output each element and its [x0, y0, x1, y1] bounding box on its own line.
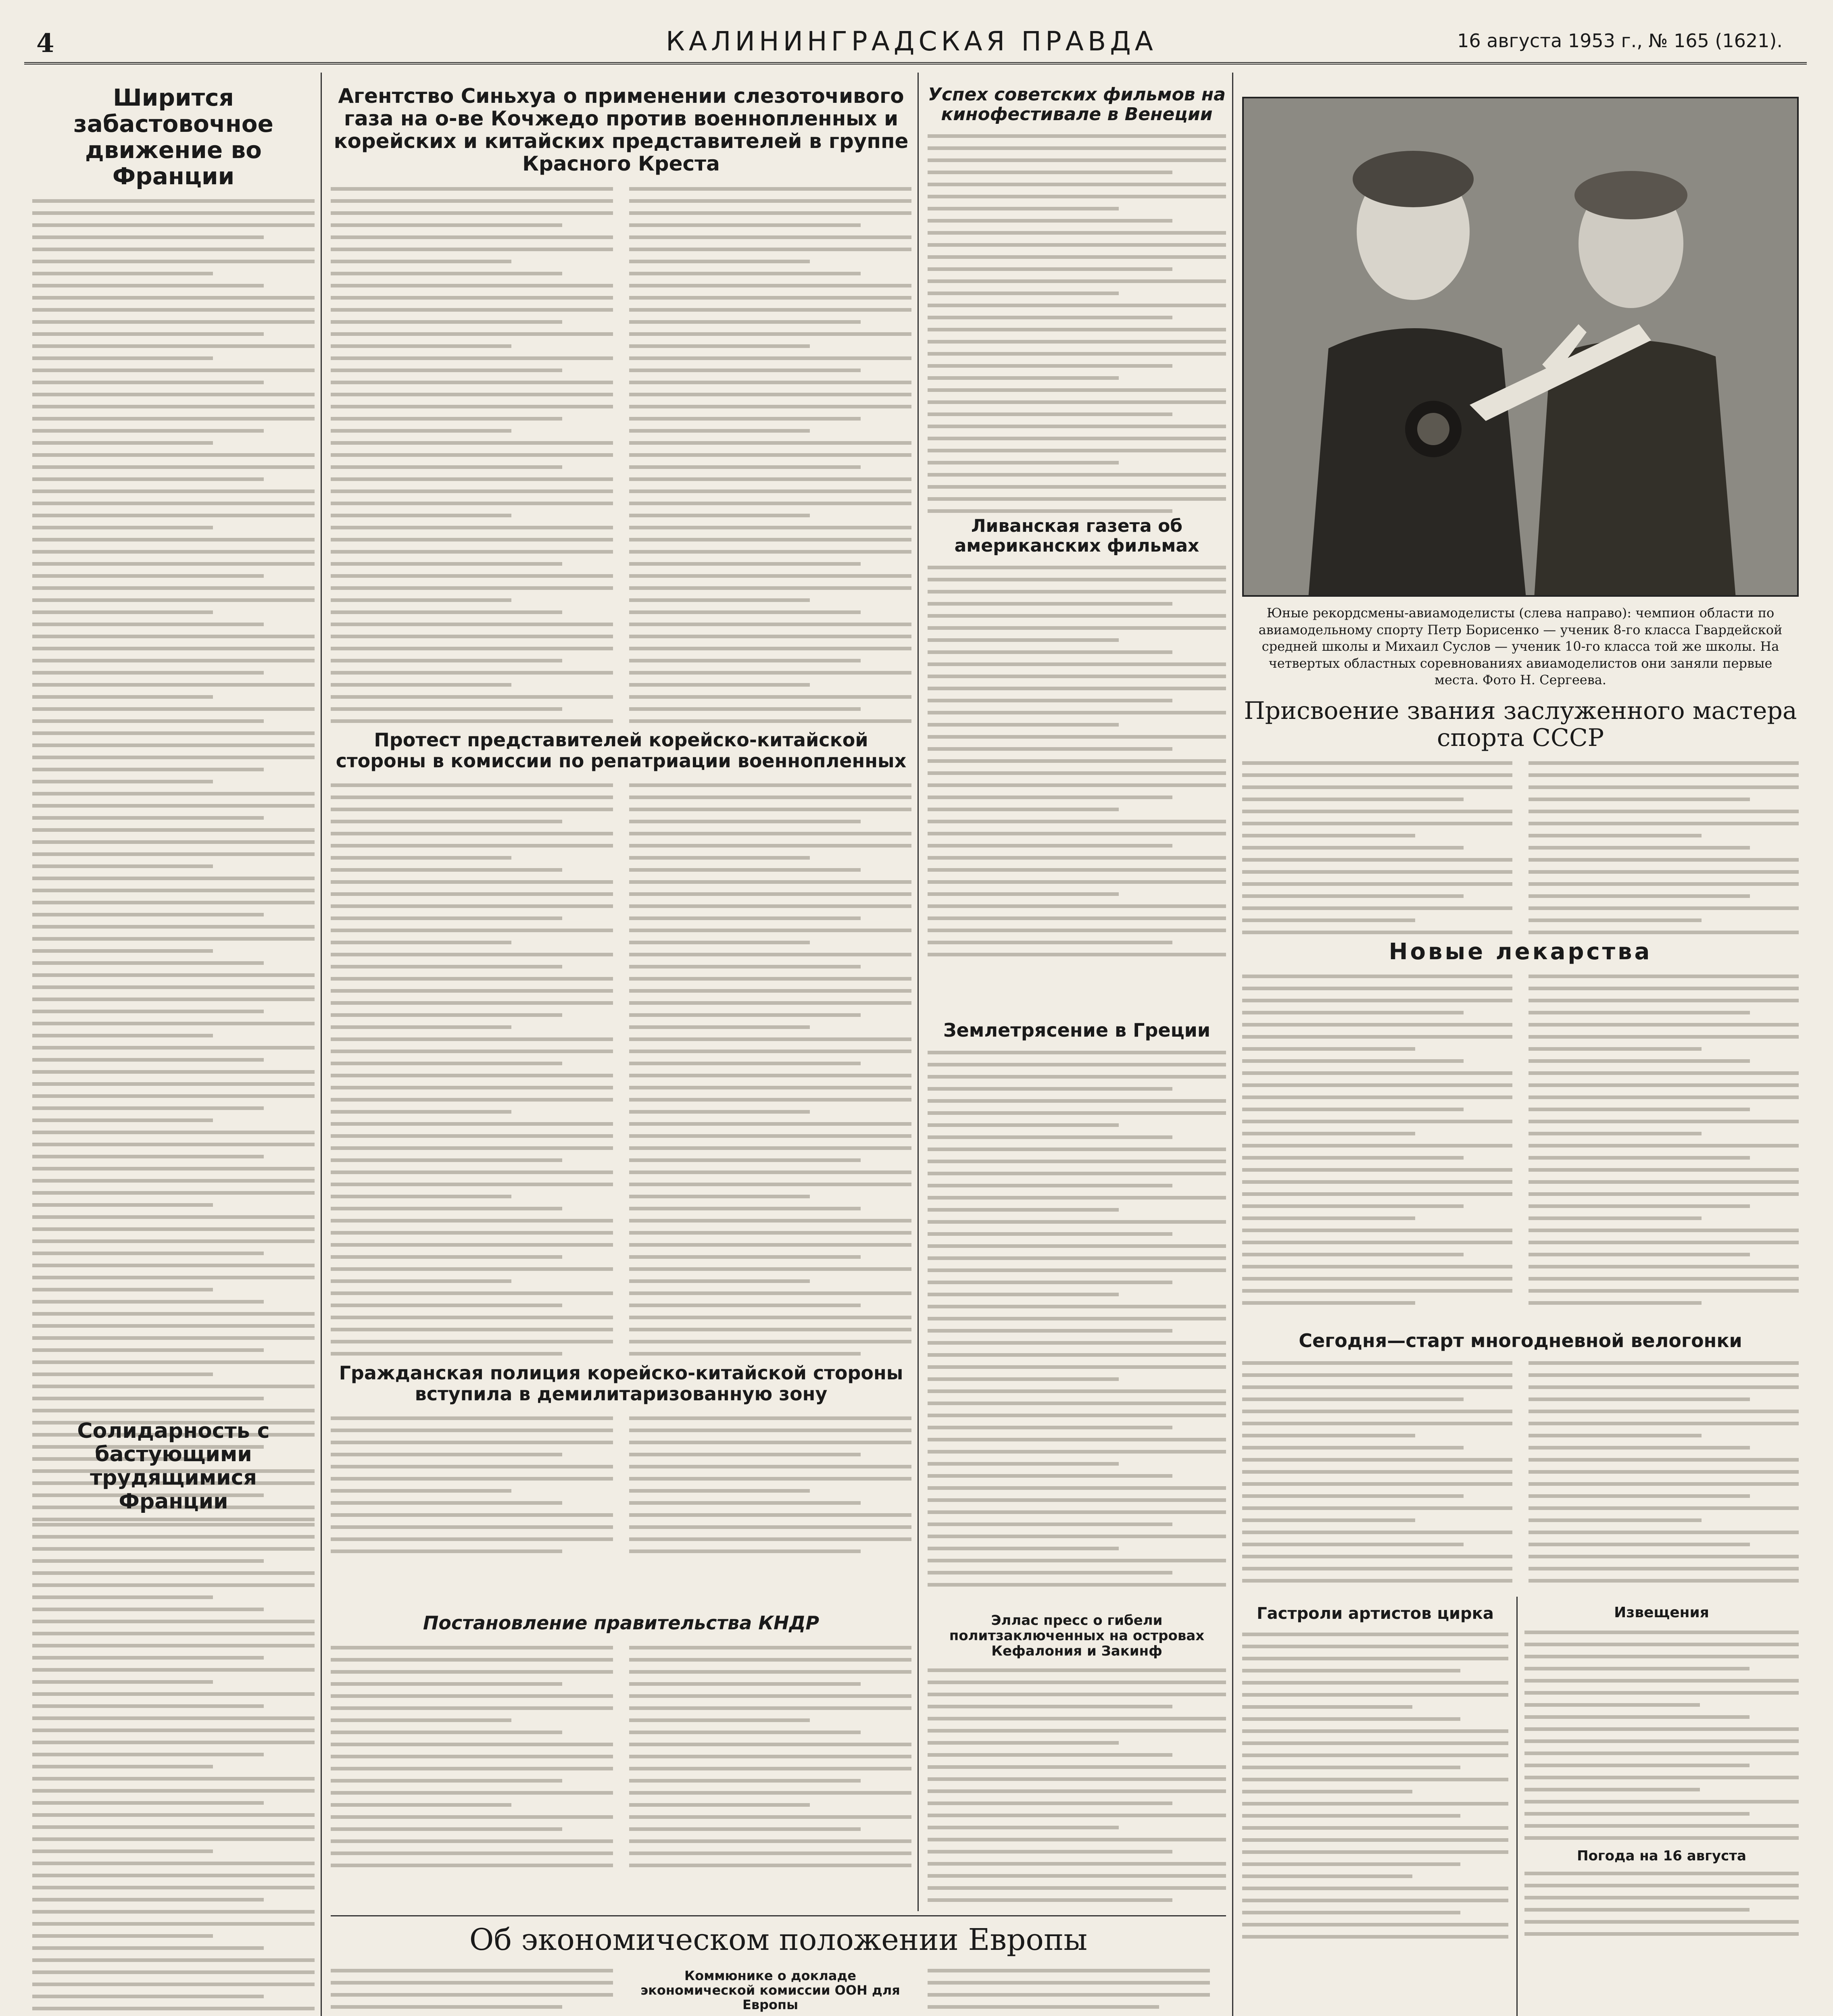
article-cycling — [1242, 1331, 1799, 1591]
headline: Извещения — [1614, 1604, 1709, 1621]
photo-caption — [1246, 605, 1795, 689]
headline: Присвоение звания заслуженного мастера спорта СССР — [1244, 697, 1797, 752]
headline: Солидарность с бастующими трудящимися Франции — [77, 1419, 270, 1514]
column-rule — [321, 73, 322, 2016]
article-greece-earthquake — [928, 1020, 1226, 1595]
photo-image — [1244, 98, 1799, 597]
column-rule — [918, 73, 919, 1911]
article-europe-economy — [331, 1923, 1226, 2016]
article-circus-tour — [1242, 1605, 1508, 1947]
subheadline: Коммюнике о докладе экономической комиссии ООН для Европы — [640, 1968, 900, 2012]
headline: Гастроли артистов цирка — [1257, 1604, 1494, 1623]
headline: Ливанская газета об американских фильмах — [954, 516, 1199, 556]
headline: Эллас пресс о гибели политзаключенных на островах Кефалония и Закинф — [949, 1612, 1205, 1660]
caption-text: Юные рекордсмены-авиамоделисты (слева направо): чемпион области по авиамодельному спорту Петр Борисенко — ученик 8-го класса Гвардейской средней школы и Михаил Суслов — ученик 10-го класса той же школы. На четвертых областных соревнованиях авиамоделистов они заняли первые места. — [1258, 605, 1783, 688]
article-lebanese-paper — [928, 516, 1226, 965]
issue-date: 16 августа 1953 г., № 165 (1621). — [1457, 30, 1783, 52]
headline: Постановление правительства КНДР — [423, 1612, 820, 1634]
article-protest-repatriation — [331, 730, 911, 1364]
headline: Об экономическом положении Европы — [469, 1922, 1088, 1957]
notices-section — [1524, 1605, 1799, 1944]
section-rule — [331, 1915, 1226, 1916]
page-number: 4 — [36, 28, 54, 58]
headline: Протест представителей корейско-китайской стороны в комиссии по репатриации военнопленных — [336, 729, 907, 772]
column-rule — [1232, 73, 1233, 2016]
article-new-medicines — [1242, 939, 1799, 1313]
article-venice-festival — [928, 85, 1226, 521]
headline: Новые лекарства — [1389, 939, 1652, 965]
photo-credit: Фото Н. Сергеева. — [1482, 672, 1606, 688]
masthead — [24, 20, 1807, 65]
photo-aeromodellers — [1242, 97, 1799, 597]
column-rule — [1516, 1597, 1518, 2016]
headline: Успех советских фильмов на кинофестивале в Венеции — [928, 84, 1226, 125]
headline: Агентство Синьхуа о применении слезоточивого газа на о-ве Кочжедо против военнопленных и корейских и китайских представителей в группе Красного Креста — [334, 84, 909, 175]
article-ellas-press — [928, 1613, 1226, 1910]
weather-headline: Погода на 16 августа — [1577, 1848, 1746, 1864]
headline: Землетрясение в Греции — [943, 1019, 1211, 1041]
article-strike-france — [32, 85, 315, 1530]
article-civil-police — [331, 1363, 911, 1562]
article-sport-title — [1242, 698, 1799, 943]
newspaper-title: КАЛИНИНГРАДСКАЯ ПРАВДА — [666, 26, 1157, 57]
headline: Гражданская полиция корейско-китайской стороны вступила в демилитаризованную зону — [339, 1362, 903, 1405]
article-dprk-resolution — [331, 1613, 911, 1876]
newspaper-page — [24, 20, 1807, 2016]
article-solidarity — [32, 1419, 315, 2016]
article-xinhua-tear-gas — [331, 85, 911, 731]
headline: Ширится забастовочное движение во Франции — [73, 84, 273, 190]
headline: Сегодня—старт многодневной велогонки — [1299, 1330, 1742, 1352]
